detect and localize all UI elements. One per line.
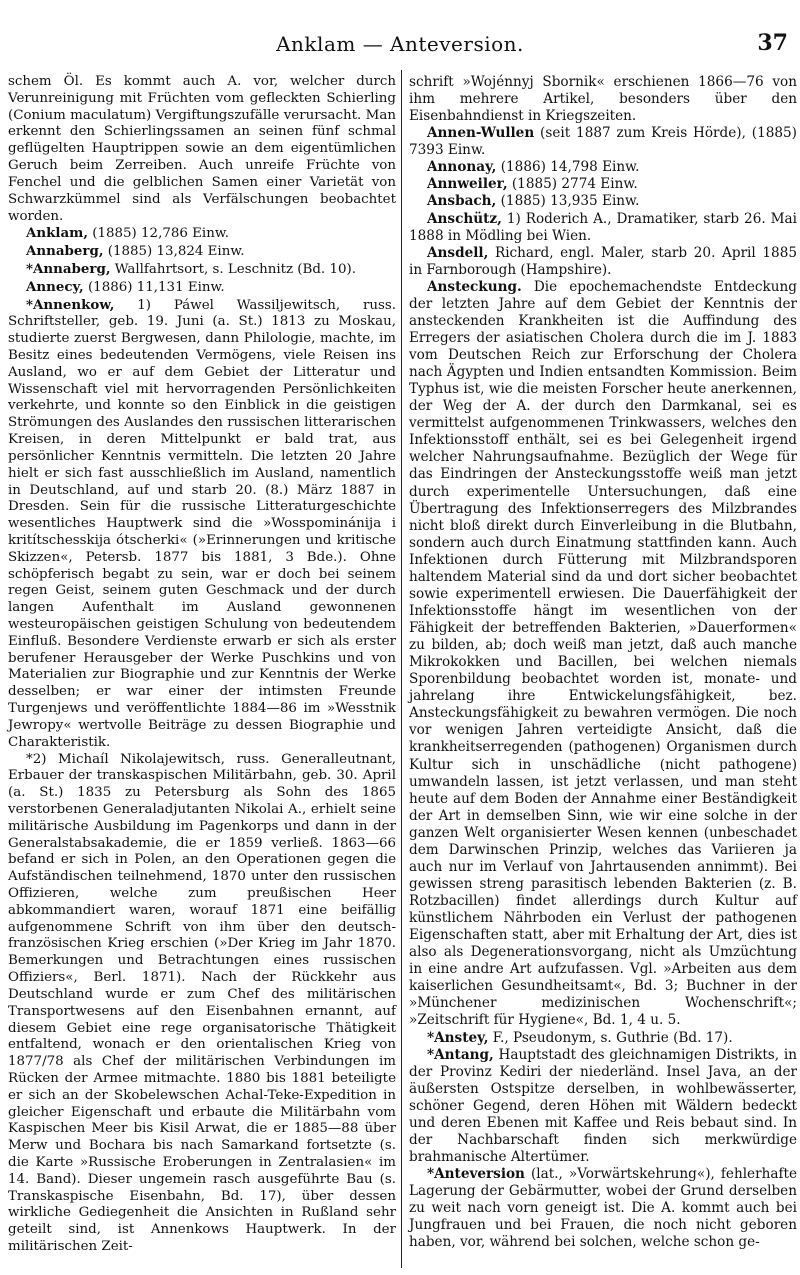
right-column bbox=[409, 74, 797, 1251]
column-divider bbox=[401, 70, 402, 1268]
entry-text: 1) Roderich A., Dramatiker, starb 26. Mai 1888 in Mödling bei Wien. bbox=[409, 210, 797, 244]
entry-text: (1885) 13,935 Einw. bbox=[496, 193, 640, 210]
entry-text: (1886) 14,798 Einw. bbox=[496, 159, 640, 176]
entry-headword: Annonay, bbox=[427, 159, 497, 176]
entry-headword: Anschütz, bbox=[427, 210, 502, 227]
dictionary-entry bbox=[409, 211, 797, 245]
dictionary-entry bbox=[409, 125, 797, 159]
page-header bbox=[0, 0, 800, 58]
dictionary-entry bbox=[8, 261, 396, 279]
entry-text: (1886) 11,131 Einw. bbox=[83, 279, 225, 295]
entry-text: (1885) 12,786 Einw. bbox=[88, 226, 229, 242]
dictionary-entry bbox=[409, 1030, 797, 1047]
entry-text: 1) Páwel Wassiljewitsch, russ. Schriftsteller, geb. 19. Juni (a. St.) 1813 zu Moskau, studierte zuerst Bergwesen, dann Philologie, machte, im Besitz eines bedeutenden Vermögens, viele Reisen ins Ausland, wo er auf dem Gebiet der Litteratur und Wissenschaft viel mit hervorragenden Persönlichkeiten verkehrte, und konnte so den Einblick in die geistigen Strömungen des Auslandes den russischen litterarischen Kreisen, in deren Mittelpunkt er bald trat, aus persönlicher Kenntnis vermitteln. Die letzten 20 Jahre hielt er sich fast ausschließlich im Ausland, namentlich in Deutschland, auf und starb 20. (8.) März 1887 in Dresden. Sein für die russische Litteraturgeschichte wesentliches Hauptwerk sind die »Wosspominánija i kritítschesskija ótscherki« (»Erinnerungen und kritische Skizzen«, Petersb. 1877 bis 1881, 3 Bde.). Ohne schöpferisch begabt zu sein, war er doch bei seinem regen Geist, seinem guten Geschmack und der durch langen Aufenthalt im Ausland gewonnenen westeuropäischen geistigen Schulung von bedeutendem Einfluß. Besondere Verdienste erwarb er sich als erster berufener Herausgeber der Werke Puschkins und von Materialien zur Biographie und zur Kenntnis der Werke desselben; er war einer der intimsten Freunde Turgenjews und veröffentlichte 1884—86 im »Wesstnik Jewropy« wertvolle Beiträge zu dessen Biographie und Charakteristik. bbox=[8, 297, 396, 750]
dictionary-entry bbox=[409, 159, 797, 176]
dictionary-entry bbox=[8, 243, 396, 261]
entry-text: schem Öl. Es kommt auch A. vor, welcher durch Verunreinigung mit Früchten vom gefleckten Schierling (Conium maculatum) Vergiftungszufälle verursacht. Man erkennt den Schierlingssamen an seinen fünf schmal geflügelten Hauptrippen sowie an dem eigentümlichen Geruch beim Zerreiben. Auch unreife Früchte von Fenchel und die gelblichen Samen einer Varietät von Schwarzkümmel sind als Verfälschungen beobachtet worden. bbox=[8, 74, 396, 224]
entry-headword: Ansdell, bbox=[427, 244, 489, 261]
dictionary-entry bbox=[409, 74, 797, 125]
running-title: Anklam — Anteversion. bbox=[276, 32, 524, 56]
entry-headword: Ansteckung. bbox=[427, 278, 522, 295]
entry-headword: *Annaberg, bbox=[26, 260, 111, 277]
entry-headword: Annaberg, bbox=[26, 243, 104, 260]
entry-text: Die epochemachendste Entdeckung der letzten Jahre auf dem Gebiet der Kenntnis der ansteckenden Krankheiten ist die Auffindung des Erregers der asiatischen Cholera durch die im J. 1883 vom Deutschen Reich zur Erforschung der Cholera nach Ägypten und Indien entsandten Kommission. Beim Typhus ist, wie die meisten Forscher heute anerkennen, der Weg der A. der durch den Darmkanal, sei es vermittelst aufgenommenen Trinkwassers, welches den Infektionsstoff enthält, sei es bei Gelegenheit irgend welcher Nahrungsaufnahme. Bezüglich der Wege für das Eindringen der Ansteckungsstoffe weiß man jetzt durch experimentelle Untersuchungen, daß eine Übertragung des Infektionserregers des Milzbrandes nicht bloß direkt durch Einverleibung in die Blutbahn, sondern auch durch Einatmung stattfinden kann. Auch Infektionen durch Fütterung mit Milzbrandsporen haltendem Material sind da und dort sicher beobachtet sowie experimentell erwiesen. Die Dauerfähigkeit der Infektionsstoffe hängt im wesentlichen von der Fähigkeit der betreffenden Bakterien, »Dauerformen« zu bilden, ab; doch weiß man jetzt, daß auch manche Mikrokokken und Bacillen, bei welchen niemals Sporenbildung beobachtet worden ist, monate- und jahrelang ihre Entwickelungsfähigkeit, bez. Ansteckungsfähigkeit zu bewahren vermögen. Die noch vor wenigen Jahren verteidigte Ansicht, daß die krankheitserregenden (pathogenen) Organismen durch Kultur sich in unschädliche (nicht pathogene) umwandeln lassen, ist jetzt verlassen, und man steht heute auf dem Boden der Annahme einer Beständigkeit der Art in demselben Sinn, wie wir eine solche in der ganzen Welt organisierter Wesen kennen (unbeschadet dem Darwinschen Prinzip, welches das Variieren ja auch nur im Verlauf von Jahrtausenden annimmt). Bei gewissen streng parasitisch lebenden Bakterien (z. B. Rotzbacillen) findet allerdings durch Kultur auf künstlichem Nährboden ein Verlust der pathogenen Eigenschaften statt, aber mit Erhaltung der Art, dies ist also als Degenerationsvorgang, nicht als Umzüchtung in eine andre Art aufzufassen. Vgl. »Arbeiten aus dem kaiserlichen Gesundheitsamt«, Bd. 3; Buchner in der »Münchener medizinischen Wochenschrift«; »Zeitschrift für Hygiene«, Bd. 1, 4 u. 5. bbox=[409, 278, 797, 1029]
entry-headword: Anklam, bbox=[26, 225, 88, 242]
dictionary-entry bbox=[409, 279, 797, 1030]
entry-text: schrift »Wojénnyj Sbornik« erschienen 1866—76 von ihm mehrere Artikel, besonders über den Eisenbahndienst in Kriegszeiten. bbox=[409, 74, 797, 125]
entry-headword: *Anstey, bbox=[427, 1029, 489, 1046]
entry-headword: *Antang, bbox=[427, 1046, 494, 1063]
entry-headword: Annweiler, bbox=[427, 176, 508, 193]
entry-headword: Ansbach, bbox=[427, 193, 497, 210]
entry-text: (1885) 13,824 Einw. bbox=[103, 244, 245, 260]
entry-text: Hauptstadt des gleichnamigen Distrikts, in der Provinz Kediri der niederländ. Insel Java, an der äußersten Ostspitze derselben, in wohlbewässerter, schöner Gegend, deren Höhen mit Wäldern bedeckt und deren Ebenen mit Kaffee und Reis bebaut sind. In der Nachbarschaft finden sich merkwürdige brahmanische Altertümer. bbox=[409, 1046, 797, 1165]
left-column bbox=[8, 74, 396, 1256]
page-number: 37 bbox=[757, 30, 788, 56]
dictionary-entry bbox=[409, 1166, 797, 1251]
dictionary-entry bbox=[8, 752, 396, 1256]
entry-headword: *Annenkow, bbox=[26, 296, 115, 313]
dictionary-entry bbox=[8, 74, 396, 225]
entry-headword: Annen-Wullen bbox=[427, 125, 535, 142]
dictionary-entry bbox=[409, 245, 797, 279]
entry-text: Richard, engl. Maler, starb 20. April 1885 in Farnborough (Hampshire). bbox=[409, 244, 797, 278]
entry-text: F., Pseudonym, s. Guthrie (Bd. 17). bbox=[488, 1029, 733, 1046]
entry-text: (seit 1887 zum Kreis Hörde), (1885) 7393 Einw. bbox=[409, 125, 797, 159]
entry-text: (lat., »Vorwärtskehrung«), fehlerhafte Lagerung der Gebärmutter, wobei der Grund derselben zu weit nach vorn geneigt ist. Die A. kommt auch bei Jungfrauen und bei Frauen, die noch nicht geboren haben, vor, während bei solchen, welche schon ge- bbox=[409, 1166, 797, 1251]
dictionary-entry bbox=[8, 297, 396, 752]
entry-headword: *Anteversion bbox=[427, 1166, 525, 1182]
dictionary-entry bbox=[409, 176, 797, 193]
entry-text: (1885) 2774 Einw. bbox=[507, 176, 638, 193]
dictionary-entry bbox=[8, 279, 396, 297]
entry-text: Wallfahrtsort, s. Leschnitz (Bd. 10). bbox=[110, 261, 356, 277]
dictionary-entry bbox=[8, 225, 396, 243]
dictionary-entry bbox=[409, 1047, 797, 1166]
entry-text: *2) Michaíl Nikolajewitsch, russ. Generalleutnant, Erbauer der transkaspischen Militärbahn, geb. 30. April (a. St.) 1835 zu Petersburg als Sohn des 1865 verstorbenen Generaladjutanten Nikolai A., erhielt seine militärische Ausbildung im Pagenkorps und dann in der Generalstabsakademie, die er 1859 verließ. 1863—66 befand er sich in Polen, an den Operationen gegen die Aufständischen teilnehmend, 1870 unter den russischen Offizieren, welche zum preußischen Heer abkommandiert waren, worauf 1871 eine beifällig aufgenommene Schrift von ihm über den deutsch-französischen Krieg erschien (»Der Krieg im Jahr 1870. Bemerkungen und Betrachtungen eines russischen Offiziers«, Berl. 1871). Nach der Rückkehr aus Deutschland wurde er zum Chef des militärischen Transportwesens auf den Eisenbahnen ernannt, auf diesem Gebiet eine rege organisatorische Thätigkeit entfaltend, wonach er den orientalischen Krieg von 1877/78 als Chef der militärischen Verbindungen im Rücken der Armee mitmachte. 1880 bis 1881 beteiligte er sich an der Skobelewschen Achal-Teke-Expedition in gleicher Eigenschaft und erbaute die Militärbahn vom Kaspischen Meer bis Kisil Arwat, die er 1885—88 über Merw und Bochara bis nach Samarkand fortsetzte (s. die Karte »Russische Eroberungen in Zentralasien« im 14. Band). Dieser ungemein rasch ausgeführte Bau (s. Transkaspische Eisenbahn, Bd. 17), über dessen wirkliche Gediegenheit die Ansichten in Rußland sehr geteilt sind, ist Annenkows Hauptwerk. In der militärischen Zeit- bbox=[8, 751, 396, 1255]
dictionary-entry bbox=[409, 193, 797, 210]
entry-headword: Annecy, bbox=[26, 278, 84, 295]
